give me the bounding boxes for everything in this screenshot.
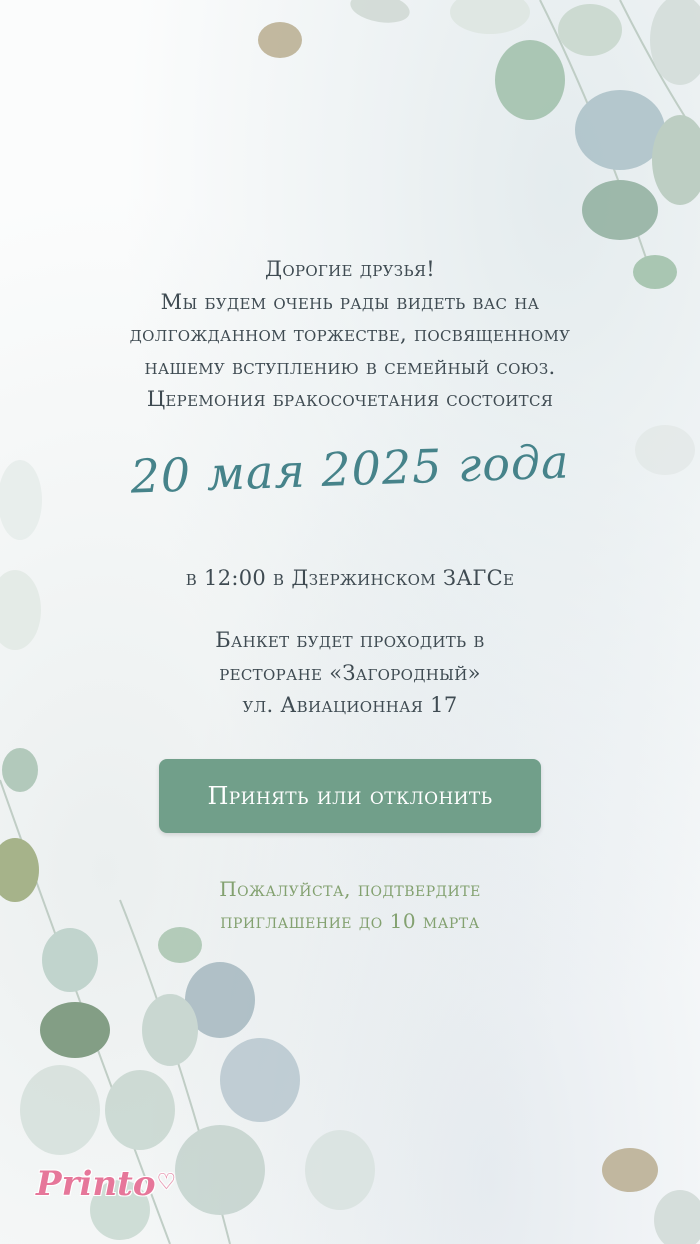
banquet-info	[0, 624, 700, 722]
banquet-line: ресторане «Загородный»	[219, 660, 481, 685]
rsvp-button[interactable]: Принять или отклонить	[159, 759, 541, 833]
wedding-date: 20 мая 2025 года	[129, 434, 571, 504]
heart-icon: ♡	[156, 1169, 177, 1195]
logo-text: Printo	[36, 1164, 156, 1204]
rsvp-note-line: Пожалуйста, подтвердите	[219, 877, 481, 901]
rsvp-note-line: приглашение до 10 марта	[220, 909, 480, 933]
greeting-text	[0, 253, 700, 416]
banquet-address: ул. Авиационная 17	[242, 693, 458, 717]
greeting-line: Дорогие друзья!	[264, 257, 436, 281]
greeting-line: нашему вступлению в семейный союз.	[144, 354, 556, 379]
rsvp-note	[0, 873, 700, 937]
greeting-line: долгожданном торжестве, посвященному	[129, 322, 571, 346]
greeting-line: Церемония бракосочетания состоится	[146, 387, 554, 411]
banquet-line: Банкет будет проходить в	[215, 628, 485, 652]
greeting-line: Мы будем очень рады видеть вас на	[160, 289, 540, 314]
printo-logo[interactable]	[36, 1164, 176, 1204]
ceremony-time-place: в 12:00 в Дзержинском ЗАГСе	[185, 566, 515, 590]
